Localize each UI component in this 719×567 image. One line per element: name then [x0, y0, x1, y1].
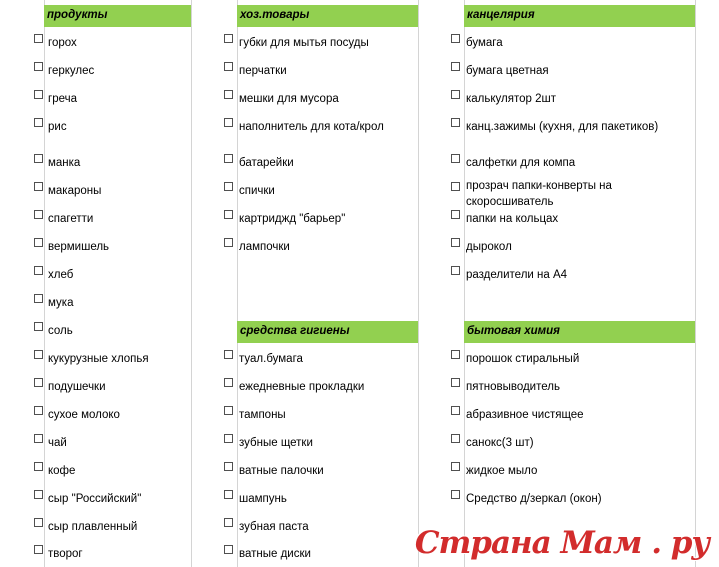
item-checkbox[interactable]	[34, 518, 43, 527]
item-label: губки для мытья посуды	[239, 37, 369, 49]
item-label: санокс(3 шт)	[466, 437, 534, 449]
item-label: хлеб	[48, 269, 74, 281]
item-label: калькулятор 2шт	[466, 93, 556, 105]
gridline	[237, 0, 238, 567]
item-checkbox[interactable]	[224, 350, 233, 359]
section-header	[237, 5, 418, 27]
item-checkbox[interactable]	[451, 266, 460, 275]
item-checkbox[interactable]	[34, 266, 43, 275]
item-label: горох	[48, 37, 77, 49]
item-checkbox[interactable]	[224, 154, 233, 163]
section-header-label: канцелярия	[467, 9, 535, 21]
item-checkbox[interactable]	[34, 154, 43, 163]
item-checkbox[interactable]	[34, 462, 43, 471]
item-checkbox[interactable]	[224, 210, 233, 219]
item-checkbox[interactable]	[34, 62, 43, 71]
item-label: перчатки	[239, 65, 287, 77]
item-checkbox[interactable]	[34, 322, 43, 331]
gridline	[695, 0, 696, 567]
item-checkbox[interactable]	[34, 182, 43, 191]
item-checkbox[interactable]	[224, 34, 233, 43]
item-checkbox[interactable]	[451, 350, 460, 359]
section-header	[237, 321, 418, 343]
item-label: пятновыводитель	[466, 381, 560, 393]
item-checkbox[interactable]	[224, 378, 233, 387]
item-label: жидкое мыло	[466, 465, 538, 477]
section-header-label: средства гигиены	[240, 325, 350, 337]
item-checkbox[interactable]	[451, 34, 460, 43]
item-checkbox[interactable]	[34, 294, 43, 303]
item-checkbox[interactable]	[224, 434, 233, 443]
section-header-label: хоз.товары	[240, 9, 310, 21]
item-checkbox[interactable]	[34, 238, 43, 247]
item-label: творог	[48, 548, 83, 560]
item-label: макароны	[48, 185, 102, 197]
item-checkbox[interactable]	[451, 62, 460, 71]
item-checkbox[interactable]	[451, 90, 460, 99]
item-checkbox[interactable]	[34, 406, 43, 415]
item-label: спагетти	[48, 213, 94, 225]
item-label: тампоны	[239, 409, 286, 421]
item-checkbox[interactable]	[34, 350, 43, 359]
item-label: картриджд "барьер"	[239, 213, 346, 225]
item-label: туал.бумага	[239, 353, 303, 365]
item-label: зубные щетки	[239, 437, 313, 449]
section-header-label: продукты	[47, 9, 108, 21]
item-checkbox[interactable]	[224, 462, 233, 471]
item-label: ватные диски	[239, 548, 311, 560]
item-label: канц.зажимы (кухня, для пакетиков)	[466, 121, 659, 133]
item-checkbox[interactable]	[451, 406, 460, 415]
item-label: салфетки для компа	[466, 157, 576, 169]
item-label: соль	[48, 325, 73, 337]
item-label: спички	[239, 185, 275, 197]
item-checkbox[interactable]	[224, 182, 233, 191]
section-header	[44, 5, 191, 27]
section-header	[464, 5, 695, 27]
section-header-label: бытовая химия	[467, 325, 560, 337]
item-label: кукурузные хлопья	[48, 353, 149, 365]
item-checkbox[interactable]	[34, 90, 43, 99]
item-checkbox[interactable]	[224, 490, 233, 499]
item-label: прозрач папки-конверты на скоросшиватель	[466, 180, 612, 208]
item-checkbox[interactable]	[451, 238, 460, 247]
item-label: чай	[48, 437, 67, 449]
item-checkbox[interactable]	[451, 182, 460, 191]
item-label: шампунь	[239, 493, 287, 505]
item-checkbox[interactable]	[34, 118, 43, 127]
item-label: Средство д/зеркал (окон)	[466, 493, 602, 505]
item-checkbox[interactable]	[451, 434, 460, 443]
item-label: бумага цветная	[466, 65, 549, 77]
item-checkbox[interactable]	[34, 378, 43, 387]
item-label: дырокол	[466, 241, 512, 253]
gridline	[464, 0, 465, 567]
item-checkbox[interactable]	[224, 238, 233, 247]
item-label: греча	[48, 93, 77, 105]
item-label: бумага	[466, 37, 503, 49]
item-checkbox[interactable]	[451, 154, 460, 163]
item-checkbox[interactable]	[34, 434, 43, 443]
item-label: кофе	[48, 465, 76, 477]
item-checkbox[interactable]	[34, 490, 43, 499]
item-label: манка	[48, 157, 81, 169]
item-label: подушечки	[48, 381, 106, 393]
item-checkbox[interactable]	[451, 490, 460, 499]
item-label: сыр "Российский"	[48, 493, 142, 505]
item-checkbox[interactable]	[224, 406, 233, 415]
item-label: абразивное чистящее	[466, 409, 584, 421]
item-checkbox[interactable]	[34, 34, 43, 43]
item-label: мука	[48, 297, 74, 309]
item-checkbox[interactable]	[451, 210, 460, 219]
item-checkbox[interactable]	[224, 545, 233, 554]
item-checkbox[interactable]	[224, 62, 233, 71]
item-label: сыр плавленный	[48, 521, 138, 533]
item-checkbox[interactable]	[451, 462, 460, 471]
item-label: разделители на А4	[466, 269, 568, 281]
item-label: порошок стиральный	[466, 353, 580, 365]
item-checkbox[interactable]	[224, 518, 233, 527]
item-checkbox[interactable]	[34, 545, 43, 554]
item-label: рис	[48, 121, 67, 133]
item-label: батарейки	[239, 157, 294, 169]
item-label: лампочки	[239, 241, 290, 253]
section-header	[464, 321, 695, 343]
item-label: ватные палочки	[239, 465, 324, 477]
gridline	[418, 0, 419, 567]
gridline	[44, 0, 45, 567]
item-label: ежедневные прокладки	[239, 381, 365, 393]
item-checkbox[interactable]	[34, 210, 43, 219]
gridline	[191, 0, 192, 567]
item-label: папки на кольцах	[466, 213, 559, 225]
item-label: сухое молоко	[48, 409, 120, 421]
item-label: мешки для мусора	[239, 93, 339, 105]
item-checkbox[interactable]	[451, 118, 460, 127]
item-label: геркулес	[48, 65, 95, 77]
item-label: наполнитель для кота/крол	[239, 121, 384, 133]
item-checkbox[interactable]	[451, 378, 460, 387]
watermark-logo: Страна Мам . ру	[414, 525, 709, 561]
item-checkbox[interactable]	[224, 118, 233, 127]
item-label: зубная паста	[239, 521, 309, 533]
item-label: вермишель	[48, 241, 110, 253]
item-checkbox[interactable]	[224, 90, 233, 99]
